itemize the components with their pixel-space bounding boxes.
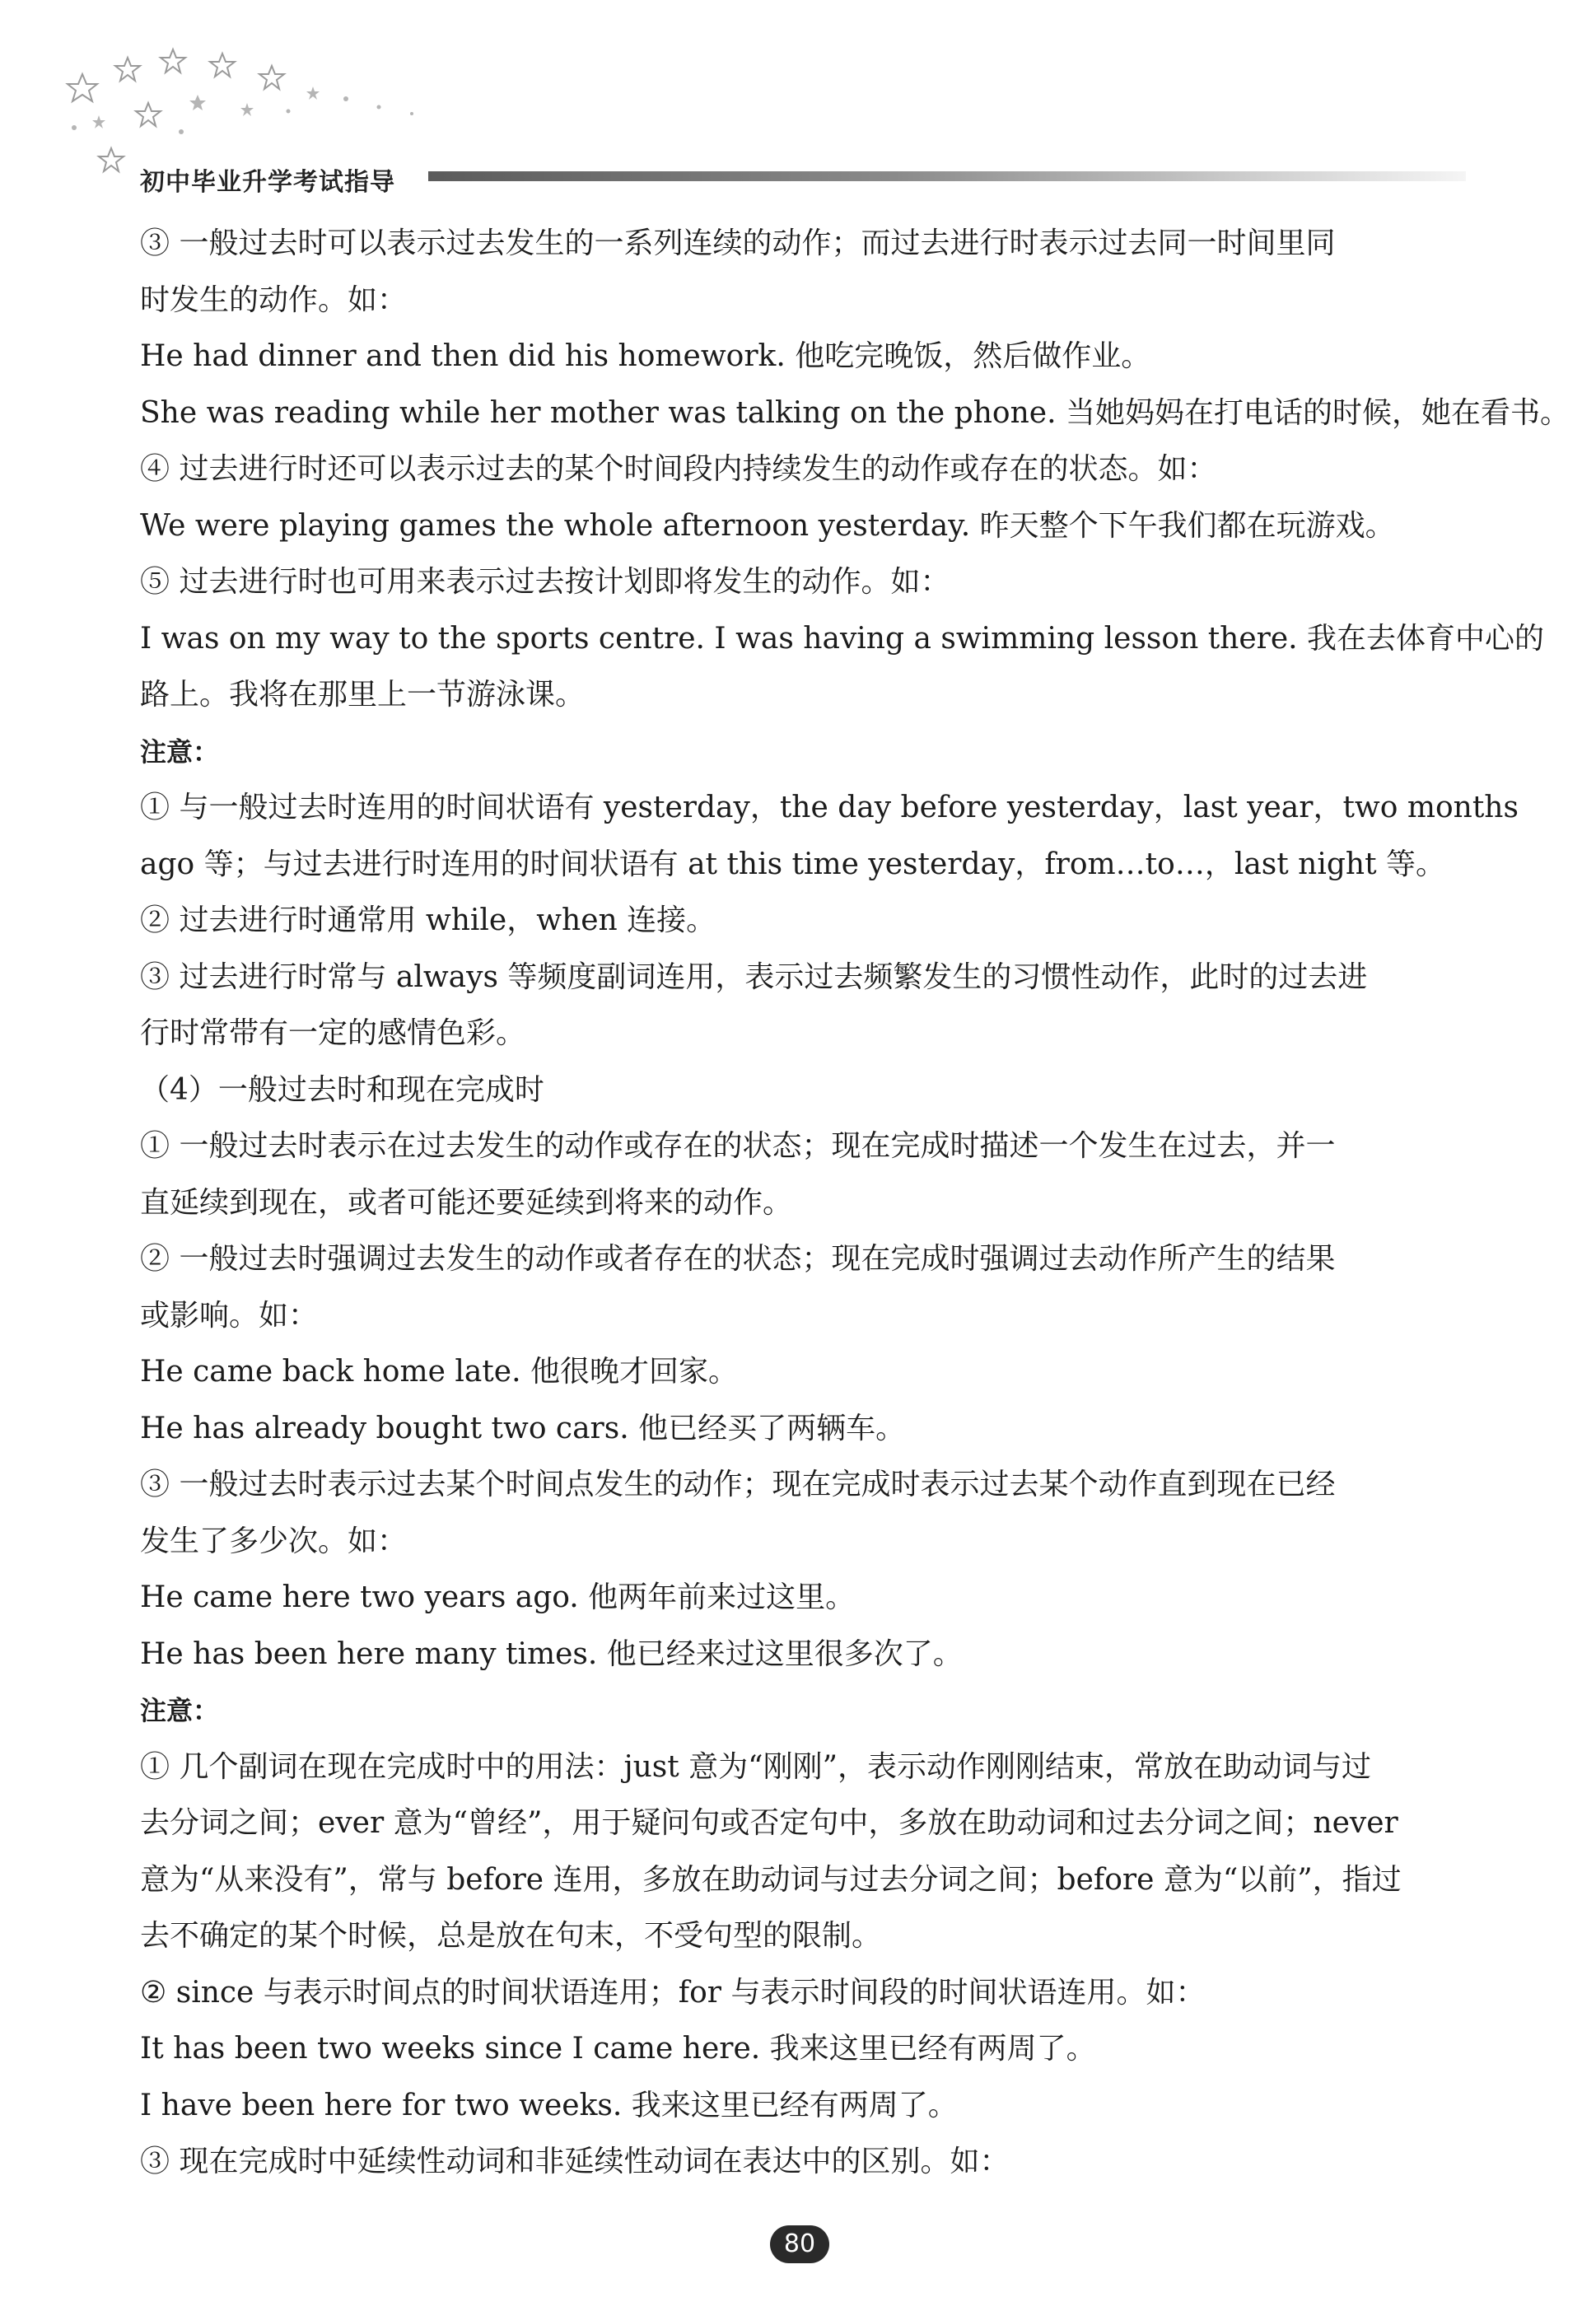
- note-heading: 注意：: [140, 1695, 220, 1726]
- text-line: 或影响。如：: [140, 1298, 319, 1333]
- text-line: ① 几个副词在现在完成时中的用法：just 意为“刚刚”，表示动作刚刚结束，常放在助动词与过: [140, 1749, 1371, 1784]
- example-line: He came back home late. 他很晚才回家。: [140, 1355, 738, 1389]
- header-title: 初中毕业升学考试指导: [140, 168, 395, 197]
- text-line: 直延续到现在，或者可能还要延续到将来的动作。: [140, 1185, 793, 1220]
- text-line: 意为“从来没有”，常与 before 连用，多放在助动词与过去分词之间；before 意为“以前”，指过: [140, 1862, 1402, 1897]
- example-line: 路上。我将在那里上一节游泳课。: [140, 678, 586, 712]
- page-body: [140, 216, 1570, 2191]
- text-line: 去不确定的某个时候，总是放在句末，不受句型的限制。: [140, 1919, 882, 1953]
- text-line: ① 一般过去时表示在过去发生的动作或存在的状态；现在完成时描述一个发生在过去，并一: [140, 1129, 1336, 1163]
- example-line: I have been here for two weeks. 我来这里已经有两周了。: [140, 2088, 958, 2122]
- text-line: ⑤ 过去进行时也可用来表示过去按计划即将发生的动作。如：: [140, 565, 950, 599]
- page-number: 80: [770, 2225, 829, 2263]
- text-line: ④ 过去进行时还可以表示过去的某个时间段内持续发生的动作或存在的状态。如：: [140, 452, 1217, 486]
- example-line: He has been here many times. 他已经来过这里很多次了。: [140, 1636, 963, 1671]
- header-bar: [428, 171, 1466, 181]
- note-heading: 注意：: [140, 735, 220, 768]
- section-heading: （4）一般过去时和现在完成时: [140, 1072, 544, 1107]
- text-line: 行时常带有一定的感情色彩。: [140, 1016, 526, 1050]
- text-line: ③ 过去进行时常与 always 等频度副词连用，表示过去频繁发生的习惯性动作，此时的过去进: [140, 959, 1368, 994]
- example-line: He came here two years ago. 他两年前来过这里。: [140, 1580, 856, 1614]
- example-line: She was reading while her mother was talking on the phone. 当她妈妈在打电话的时候，她在看书。: [140, 395, 1570, 430]
- text-line: ③ 一般过去时表示过去某个时间点发生的动作；现在完成时表示过去某个动作直到现在已经: [140, 1468, 1336, 1501]
- example-line: It has been two weeks since I came here. 我来这里已经有两周了。: [140, 2032, 1096, 2066]
- text-line: 去分词之间；ever 意为“曾经”，用于疑问句或否定句中，多放在助动词和过去分词之间；never: [140, 1806, 1398, 1840]
- example-line: We were playing games the whole afternoon yesterday. 昨天整个下午我们都在玩游戏。: [140, 508, 1395, 543]
- text-line: ③ 现在完成时中延续性动词和非延续性动词在表达中的区别。如：: [140, 2145, 1010, 2178]
- text-line: 发生了多少次。如：: [140, 1524, 408, 1558]
- text-line: ③ 一般过去时可以表示过去发生的一系列连续的动作；而过去进行时表示过去同一时间里同: [140, 226, 1336, 260]
- text-line: ago 等；与过去进行时连用的时间状语有 at this time yesterday，from…to…，last night 等。: [140, 847, 1446, 881]
- text-line: 时发生的动作。如：: [140, 282, 408, 317]
- example-line: He had dinner and then did his homework. 他吃完晚饭，然后做作业。: [140, 339, 1151, 373]
- example-line: I was on my way to the sports centre. I was having a swimming lesson there. 我在去体育中心的: [140, 621, 1545, 656]
- text-line: ② since 与表示时间点的时间状语连用；for 与表示时间段的时间状语连用。如：: [140, 1975, 1206, 2010]
- text-line: ② 过去进行时通常用 while，when 连接。: [140, 903, 716, 937]
- text-line: ② 一般过去时强调过去发生的动作或者存在的状态；现在完成时强调过去动作所产生的结果: [140, 1242, 1336, 1276]
- star-decoration: [49, 25, 445, 181]
- example-line: He has already bought two cars. 他已经买了两辆车。: [140, 1411, 906, 1445]
- text-line: ① 与一般过去时连用的时间状语有 yesterday，the day before yesterday，last year，two months: [140, 791, 1519, 824]
